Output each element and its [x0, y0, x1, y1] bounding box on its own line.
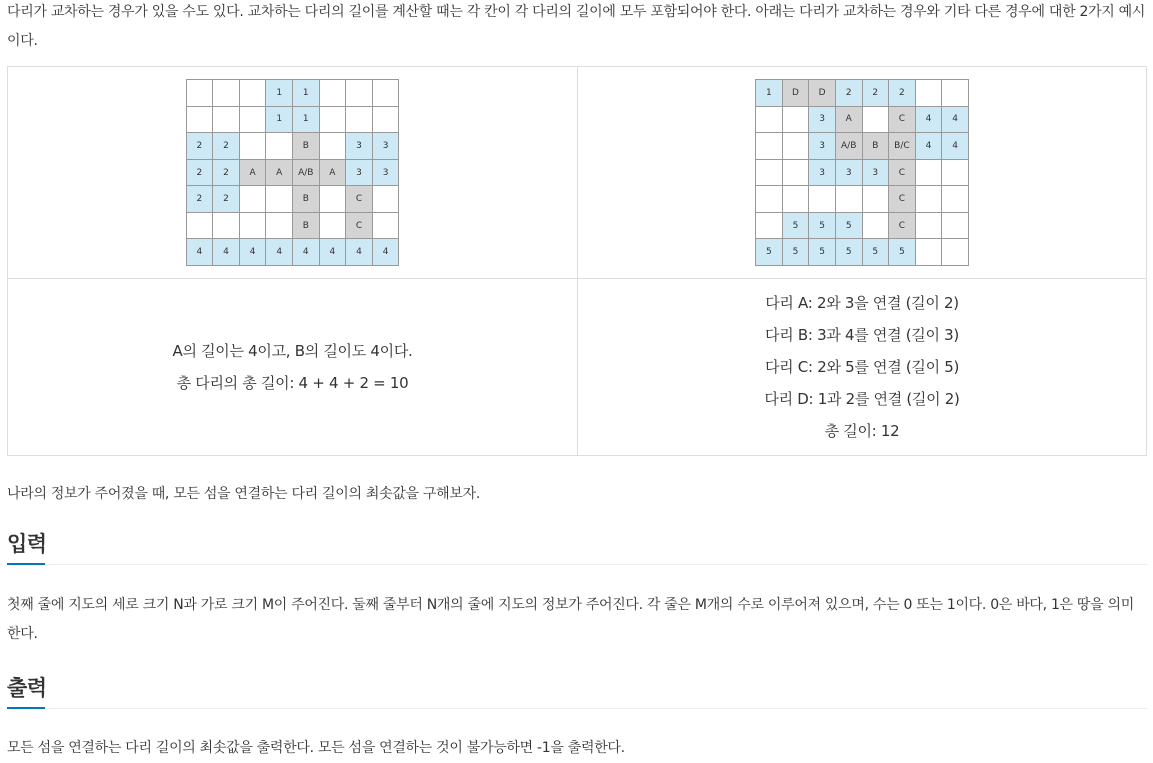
- island-cell: 5: [863, 239, 890, 266]
- sea-cell: [320, 107, 347, 134]
- input-heading: 입력: [7, 532, 47, 556]
- sea-cell: [373, 186, 400, 213]
- sea-cell: [373, 213, 400, 240]
- example2-caption-line: 총 길이: 12: [824, 422, 900, 440]
- example1-figure-cell: [8, 67, 578, 279]
- sea-cell: [916, 80, 943, 107]
- sea-cell: [916, 239, 943, 266]
- bridge-cell: A: [836, 107, 863, 134]
- island-cell: 2: [863, 80, 890, 107]
- sea-cell: [756, 107, 783, 134]
- island-cell: 1: [293, 107, 320, 134]
- sea-cell: [783, 160, 810, 187]
- sea-cell: [863, 186, 890, 213]
- island-cell: 4: [916, 107, 943, 134]
- examples-table: [7, 66, 1147, 456]
- sea-cell: [213, 80, 240, 107]
- island-cell: 5: [783, 239, 810, 266]
- heading-accent-bar: [7, 707, 45, 709]
- bridge-cell: B: [293, 186, 320, 213]
- sea-cell: [346, 107, 373, 134]
- example1-caption-cell: [8, 279, 578, 456]
- example1-grid: [186, 79, 400, 266]
- sea-cell: [320, 186, 347, 213]
- sea-cell: [942, 239, 969, 266]
- bridge-cell: C: [346, 186, 373, 213]
- sea-cell: [266, 133, 293, 160]
- example2-caption-line: 다리 B: 3과 4를 연결 (길이 3): [765, 326, 959, 344]
- bridge-cell: D: [783, 80, 810, 107]
- heading-accent-bar: [7, 563, 45, 565]
- island-cell: 3: [373, 133, 400, 160]
- sea-cell: [756, 160, 783, 187]
- island-cell: 3: [863, 160, 890, 187]
- island-cell: 1: [756, 80, 783, 107]
- sea-cell: [240, 186, 267, 213]
- island-cell: 2: [187, 186, 214, 213]
- bridge-cell: A: [320, 160, 347, 187]
- island-cell: 2: [836, 80, 863, 107]
- island-cell: 3: [346, 133, 373, 160]
- sea-cell: [240, 213, 267, 240]
- island-cell: 5: [756, 239, 783, 266]
- output-heading-divider: [7, 708, 1147, 709]
- example2-caption-line: 다리 D: 1과 2를 연결 (길이 2): [764, 390, 960, 408]
- sea-cell: [213, 213, 240, 240]
- example1-caption-line: A의 길이는 4이고, B의 길이도 4이다.: [172, 342, 413, 360]
- island-cell: 5: [809, 239, 836, 266]
- island-cell: 4: [916, 133, 943, 160]
- output-heading: 출력: [7, 676, 47, 700]
- sea-cell: [942, 213, 969, 240]
- island-cell: 2: [213, 186, 240, 213]
- sea-cell: [240, 80, 267, 107]
- island-cell: 4: [187, 239, 214, 266]
- bridge-cell: C: [889, 186, 916, 213]
- island-cell: 2: [187, 133, 214, 160]
- example2-caption-line: 다리 A: 2와 3을 연결 (길이 2): [765, 294, 959, 312]
- island-cell: 2: [889, 80, 916, 107]
- sea-cell: [320, 80, 347, 107]
- example2-figure-cell: [578, 67, 1147, 279]
- island-cell: 4: [293, 239, 320, 266]
- island-cell: 3: [836, 160, 863, 187]
- bridge-cell: B: [293, 133, 320, 160]
- sea-cell: [240, 133, 267, 160]
- island-cell: 5: [836, 239, 863, 266]
- example2-grid: [755, 79, 969, 266]
- output-description: 모든 섬을 연결하는 다리 길이의 최솟값을 출력한다. 모든 섬을 연결하는 것이 불가능하면 -1을 출력한다.: [7, 740, 625, 756]
- sea-cell: [863, 213, 890, 240]
- sea-cell: [346, 80, 373, 107]
- island-cell: 1: [266, 80, 293, 107]
- bridge-cell: A: [240, 160, 267, 187]
- sea-cell: [863, 107, 890, 134]
- island-cell: 4: [942, 133, 969, 160]
- sea-cell: [213, 107, 240, 134]
- sea-cell: [916, 213, 943, 240]
- bridge-cell: D: [809, 80, 836, 107]
- intro-paragraph: 다리가 교차하는 경우가 있을 수도 있다. 교차하는 다리의 길이를 계산할 때는 각 칸이 각 다리의 길이에 모두 포함되어야 한다. 아래는 다리가 교차하는 경우와 기타 다른 경우에 대한 2가지 예시이다.: [7, 4, 1146, 49]
- island-cell: 4: [942, 107, 969, 134]
- sea-cell: [187, 80, 214, 107]
- sea-cell: [756, 213, 783, 240]
- sea-cell: [266, 213, 293, 240]
- bridge-cell: B/C: [889, 133, 916, 160]
- sea-cell: [187, 213, 214, 240]
- island-cell: 1: [293, 80, 320, 107]
- island-cell: 4: [373, 239, 400, 266]
- bridge-cell: C: [889, 107, 916, 134]
- island-cell: 5: [809, 213, 836, 240]
- bridge-cell: C: [889, 213, 916, 240]
- bridge-cell: A/B: [293, 160, 320, 187]
- island-cell: 1: [266, 107, 293, 134]
- sea-cell: [783, 107, 810, 134]
- island-cell: 3: [373, 160, 400, 187]
- island-cell: 4: [266, 239, 293, 266]
- bridge-cell: C: [889, 160, 916, 187]
- example2-caption-line: 다리 C: 2와 5를 연결 (길이 5): [764, 358, 960, 376]
- bridge-cell: B: [863, 133, 890, 160]
- sea-cell: [836, 186, 863, 213]
- island-cell: 4: [320, 239, 347, 266]
- sea-cell: [942, 160, 969, 187]
- sea-cell: [320, 213, 347, 240]
- example2-caption-cell: [578, 279, 1147, 456]
- sea-cell: [756, 186, 783, 213]
- island-cell: 5: [783, 213, 810, 240]
- sea-cell: [373, 80, 400, 107]
- island-cell: 2: [187, 160, 214, 187]
- island-cell: 4: [213, 239, 240, 266]
- sea-cell: [942, 186, 969, 213]
- bridge-cell: A: [266, 160, 293, 187]
- island-cell: 5: [889, 239, 916, 266]
- sea-cell: [783, 186, 810, 213]
- island-cell: 3: [809, 160, 836, 187]
- summary-paragraph: 나라의 정보가 주어졌을 때, 모든 섬을 연결하는 다리 길이의 최솟값을 구해보자.: [7, 486, 480, 502]
- sea-cell: [809, 186, 836, 213]
- island-cell: 5: [836, 213, 863, 240]
- island-cell: 4: [346, 239, 373, 266]
- island-cell: 2: [213, 160, 240, 187]
- example1-caption-line: 총 다리의 총 길이: 4 + 4 + 2 = 10: [176, 374, 409, 392]
- island-cell: 3: [346, 160, 373, 187]
- sea-cell: [240, 107, 267, 134]
- sea-cell: [266, 186, 293, 213]
- sea-cell: [916, 160, 943, 187]
- input-heading-divider: [7, 564, 1147, 565]
- sea-cell: [373, 107, 400, 134]
- bridge-cell: A/B: [836, 133, 863, 160]
- sea-cell: [756, 133, 783, 160]
- sea-cell: [320, 133, 347, 160]
- bridge-cell: B: [293, 213, 320, 240]
- sea-cell: [942, 80, 969, 107]
- island-cell: 3: [809, 133, 836, 160]
- sea-cell: [916, 186, 943, 213]
- island-cell: 3: [809, 107, 836, 134]
- sea-cell: [187, 107, 214, 134]
- island-cell: 2: [213, 133, 240, 160]
- bridge-cell: C: [346, 213, 373, 240]
- input-description: 첫째 줄에 지도의 세로 크기 N과 가로 크기 M이 주어진다. 둘째 줄부터 N개의 줄에 지도의 정보가 주어진다. 각 줄은 M개의 수로 이루어져 있으며, 수는 0 또는 1이다. 0은 바다, 1은 땅을 의미한다.: [7, 597, 1134, 642]
- sea-cell: [783, 133, 810, 160]
- island-cell: 4: [240, 239, 267, 266]
